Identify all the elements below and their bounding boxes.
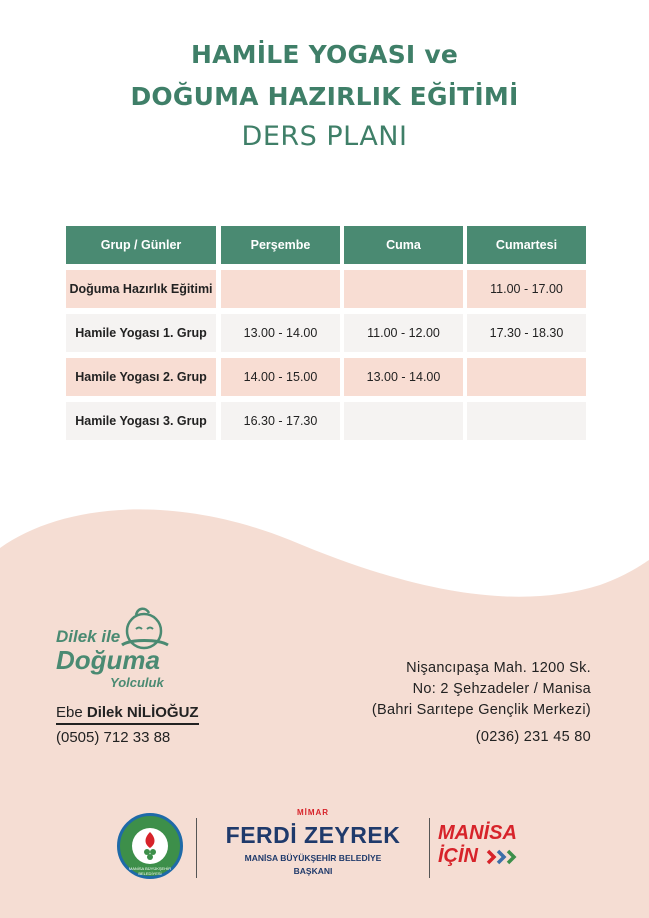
instructor-first-name: Dilek: [86, 704, 123, 721]
table-header-friday: Cuma: [344, 226, 463, 264]
table-cell: 16.30 - 17.30: [221, 402, 340, 440]
address-line-2: No: 2 Şehzadeler / Manisa: [412, 681, 591, 697]
table-header-saturday: Cumartesi: [467, 226, 586, 264]
seal-text: MANİSA BÜYÜKŞEHİR BELEDİYESİ: [128, 866, 172, 876]
mayor-prefix: MİMAR: [296, 808, 330, 817]
table-header-thursday: Perşembe: [221, 226, 340, 264]
table-cell: [467, 358, 586, 396]
instructor-prefix: Ebe: [56, 704, 83, 721]
title-line-3: DERS PLANI: [241, 121, 408, 152]
mayor-title-line-2: BAŞKANI: [293, 866, 333, 876]
address-line-3: (Bahri Sarıtepe Gençlik Merkezi): [371, 702, 591, 718]
logo-line-2: Doğuma: [56, 645, 160, 675]
table-cell: 17.30 - 18.30: [467, 314, 586, 352]
mayor-name: FERDİ ZEYREK: [225, 822, 401, 848]
table-row-label: Doğuma Hazırlık Eğitimi: [66, 270, 216, 308]
address-line-1: Nişancıpaşa Mah. 1200 Sk.: [406, 660, 591, 676]
title-line-1: HAMİLE YOGASI ve: [191, 40, 458, 69]
mayor-title-line-1: MANİSA BÜYÜKŞEHİR BELEDİYE: [244, 853, 382, 863]
municipality-seal-logo: [117, 813, 183, 879]
instructor-surname: NİLİOĞUZ: [126, 704, 199, 721]
table-cell: [221, 270, 340, 308]
instructor-phone: (0505) 712 33 88: [56, 729, 171, 746]
table-cell: [467, 402, 586, 440]
table-cell: 14.00 - 15.00: [221, 358, 340, 396]
table-cell: 13.00 - 14.00: [221, 314, 340, 352]
address-phone: (0236) 231 45 80: [475, 729, 591, 745]
logo-line-1: Dilek ile: [56, 627, 121, 646]
chevron-arrows-icon: [486, 848, 520, 866]
table-row-label: Hamile Yogası 1. Grup: [66, 314, 216, 352]
table-row-label: Hamile Yogası 2. Grup: [66, 358, 216, 396]
table-cell: [344, 402, 463, 440]
instructor-name: [56, 704, 199, 725]
dilek-logo: [56, 605, 196, 697]
table-row-label: Hamile Yogası 3. Grup: [66, 402, 216, 440]
table-cell: [344, 270, 463, 308]
table-header-group: Grup / Günler: [66, 226, 216, 264]
slogan-line-2: İÇİN: [438, 845, 478, 867]
grape-leaf-icon: [138, 830, 162, 862]
slogan-line-1: MANİSA: [438, 822, 517, 844]
table-cell: 11.00 - 12.00: [344, 314, 463, 352]
title-line-2: DOĞUMA HAZIRLIK EĞİTİMİ: [130, 82, 519, 111]
footer-divider: [429, 818, 430, 878]
table-cell: 11.00 - 17.00: [467, 270, 586, 308]
table-cell: 13.00 - 14.00: [344, 358, 463, 396]
logo-line-3: Yolculuk: [110, 675, 164, 690]
